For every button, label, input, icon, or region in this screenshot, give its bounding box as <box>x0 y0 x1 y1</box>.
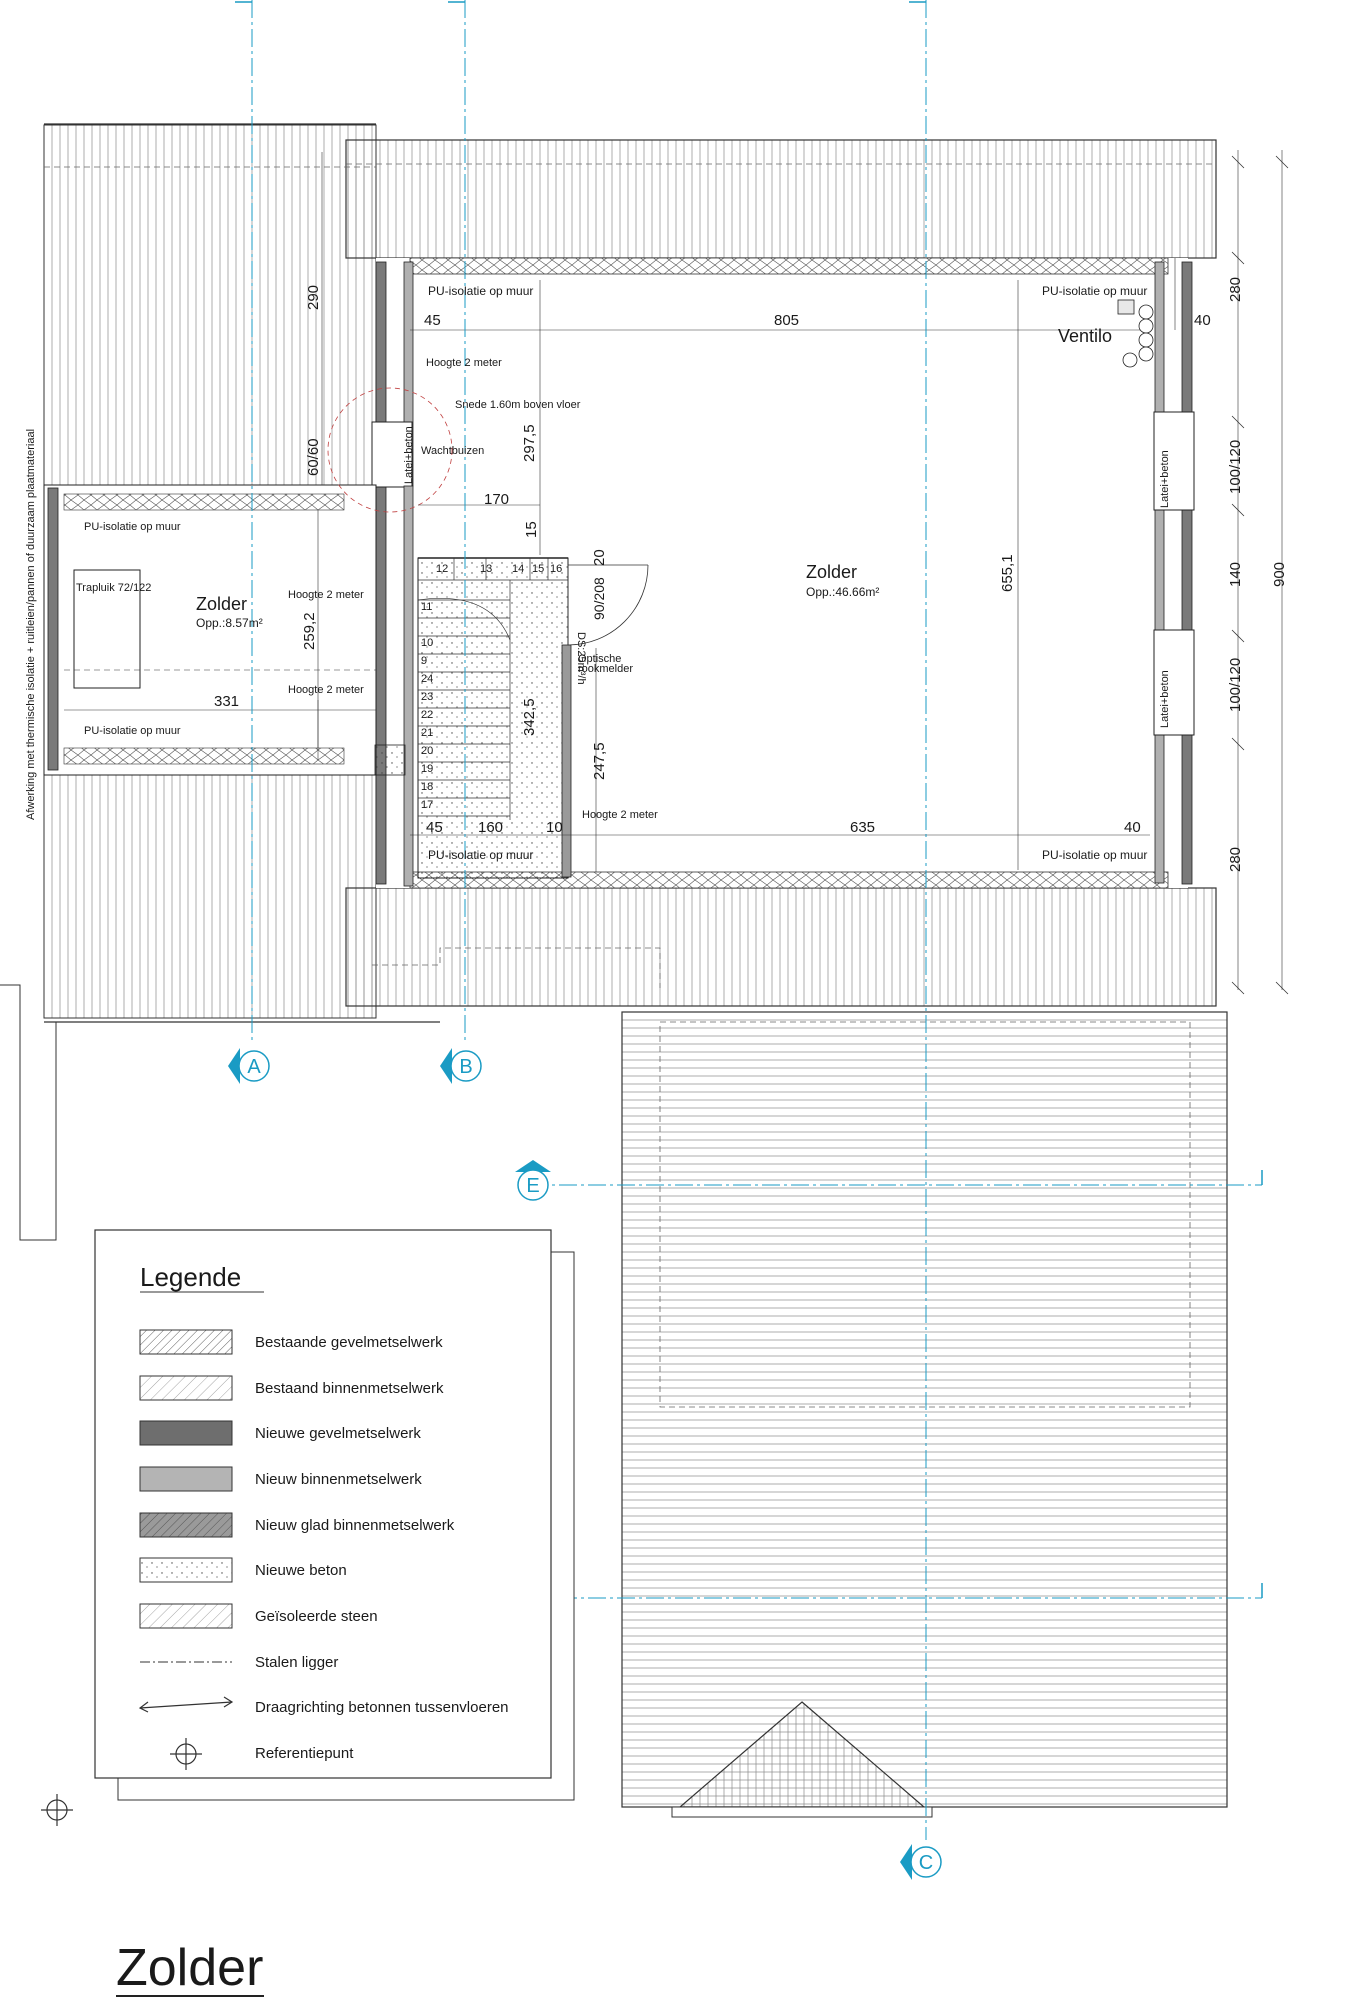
plan-label: 17 <box>421 799 434 811</box>
room-main-name: Zolder <box>806 562 858 582</box>
label-side-note: Afwerking met thermische isolatie + ruitleien/pannen of duurzaam plaatmateriaal <box>25 428 37 820</box>
label-trapluik: Trapluik 72/122 <box>76 582 152 594</box>
legend-item-label: Draagrichting betonnen tussenvloeren <box>255 1699 509 1716</box>
plan-label: A <box>247 1056 261 1078</box>
label-door: 90/208 <box>591 577 607 620</box>
dim-6060: 60/60 <box>305 438 322 476</box>
label-rookmelder-2: rookmelder <box>578 663 634 675</box>
label-rookmelder-1: Optische <box>578 653 622 665</box>
dim-290: 290 <box>305 284 322 310</box>
label-pu-side-top: PU-isolatie op muur <box>84 521 181 533</box>
roof-left-bottom <box>44 758 376 1018</box>
dim-3425: 342,5 <box>521 698 538 736</box>
legend-item-label: Bestaand binnenmetselwerk <box>255 1380 444 1397</box>
dim-45-top: 45 <box>424 312 441 329</box>
label-pu-top-left: PU-isolatie op muur <box>428 284 534 298</box>
plan-label: 14 <box>512 563 525 575</box>
label-hoogte-top: Hoogte 2 meter <box>426 357 502 369</box>
legend-item-label: Nieuw glad binnenmetselwerk <box>255 1517 455 1534</box>
swatch-nieuwe-beton <box>140 1558 232 1582</box>
plan-label: 12 <box>436 563 449 575</box>
dim-40-bottom: 40 <box>1124 819 1141 836</box>
legend-item-label: Bestaande gevelmetselwerk <box>255 1334 443 1351</box>
swatch-nieuw-binnen <box>140 1467 232 1491</box>
wall-west <box>376 262 386 884</box>
dim-45-bottom: 45 <box>426 819 443 836</box>
plan-label: 11 <box>421 601 433 613</box>
legend-item-label: Nieuwe beton <box>255 1562 347 1579</box>
plan-label: 10 <box>421 637 434 649</box>
dim-20: 20 <box>591 549 608 566</box>
plan-label: B <box>459 1056 473 1078</box>
swatch-nieuw-glad <box>140 1513 232 1537</box>
legend-item-label: Stalen ligger <box>255 1654 339 1671</box>
swatch-geisoleerde-steen <box>140 1604 232 1628</box>
roof-rear <box>622 1012 1227 1807</box>
axis-marker-c <box>900 1844 941 1880</box>
label-latei-right-top: Latei+beton <box>1159 450 1171 508</box>
dim-160: 160 <box>478 819 504 836</box>
legend-item-label: Geïsoleerde steen <box>255 1608 378 1625</box>
label-hoogte-side-bottom: Hoogte 2 meter <box>288 684 364 696</box>
roof-left-top <box>44 125 376 485</box>
dim-635: 635 <box>850 819 876 836</box>
label-wachtbuizen: Wachtbuizen <box>421 445 485 457</box>
label-hoogte-bottom: Hoogte 2 meter <box>582 809 658 821</box>
axis-marker-e <box>515 1160 551 1200</box>
insulation-top <box>410 258 1168 274</box>
dim-40-top: 40 <box>1194 312 1211 329</box>
dim-805: 805 <box>774 312 800 329</box>
axis-marker-b <box>440 1048 481 1084</box>
dim-15: 15 <box>523 521 540 538</box>
plan-label: 15 <box>532 563 545 575</box>
roof-bottom <box>346 888 1216 1006</box>
label-latei-left: Latei+beton <box>403 426 415 484</box>
roof-top <box>346 140 1216 258</box>
legend-title: Legende <box>140 1262 242 1292</box>
swatch-nieuwe-gevel <box>140 1421 232 1445</box>
plan-label: 18 <box>421 781 434 793</box>
dim-100120-top: 100/120 <box>1227 439 1244 494</box>
label-snede: Snede 1.60m boven vloer <box>455 399 581 411</box>
swatch-bestaande-gevel <box>140 1330 232 1354</box>
dim-280-bottom: 280 <box>1227 846 1244 872</box>
reference-point-icon <box>41 1794 73 1826</box>
plan-label: 19 <box>421 763 434 775</box>
dim-2975: 297,5 <box>521 424 538 462</box>
plan-label: E <box>526 1175 540 1197</box>
label-ventilo: Ventilo <box>1058 326 1113 346</box>
dim-170: 170 <box>484 491 510 508</box>
label-pu-bottom-right: PU-isolatie op muur <box>1042 848 1148 862</box>
dim-100120-bottom: 100/120 <box>1227 657 1244 712</box>
legend-box <box>95 1230 551 1778</box>
room-main-area: Opp.:46.66m² <box>806 585 880 599</box>
plan-label: 9 <box>421 655 428 667</box>
plan-label: 24 <box>421 673 434 685</box>
label-ds: DS:25m³/h <box>575 632 587 685</box>
axis-marker-a <box>228 1048 269 1084</box>
dim-900: 900 <box>1271 561 1288 587</box>
legend-item-label: Nieuwe gevelmetselwerk <box>255 1425 421 1442</box>
plan-label: 21 <box>421 727 434 739</box>
dim-280-top: 280 <box>1227 276 1244 302</box>
room-side-name: Zolder <box>196 594 248 614</box>
plan-label: 22 <box>421 709 434 721</box>
label-pu-bottom-mid: PU-isolatie op muur <box>428 848 534 862</box>
plan-label: 20 <box>421 745 434 757</box>
label-latei-right-bottom: Latei+beton <box>1159 670 1171 728</box>
wall-east <box>1182 262 1192 884</box>
plan-label: 13 <box>480 563 493 575</box>
label-hoogte-side-top: Hoogte 2 meter <box>288 589 364 601</box>
swatch-bestaand-binnen <box>140 1376 232 1400</box>
dim-331: 331 <box>214 693 240 710</box>
dim-140: 140 <box>1227 561 1244 587</box>
page-title: Zolder <box>116 1939 264 1997</box>
legend-item-label: Nieuw binnenmetselwerk <box>255 1471 422 1488</box>
dim-2475: 247,5 <box>591 742 608 780</box>
plan-label: 16 <box>550 563 563 575</box>
room-side-area: Opp.:8.57m² <box>196 616 263 630</box>
plan-label: 23 <box>421 691 434 703</box>
dim-6551: 655,1 <box>999 554 1016 592</box>
legend-item-label: Referentiepunt <box>255 1745 354 1762</box>
label-pu-side-bottom: PU-isolatie op muur <box>84 725 181 737</box>
dim-2592: 259,2 <box>301 612 318 650</box>
label-pu-top-right: PU-isolatie op muur <box>1042 284 1148 298</box>
dim-10: 10 <box>546 819 563 836</box>
plan-label: C <box>918 1852 934 1874</box>
